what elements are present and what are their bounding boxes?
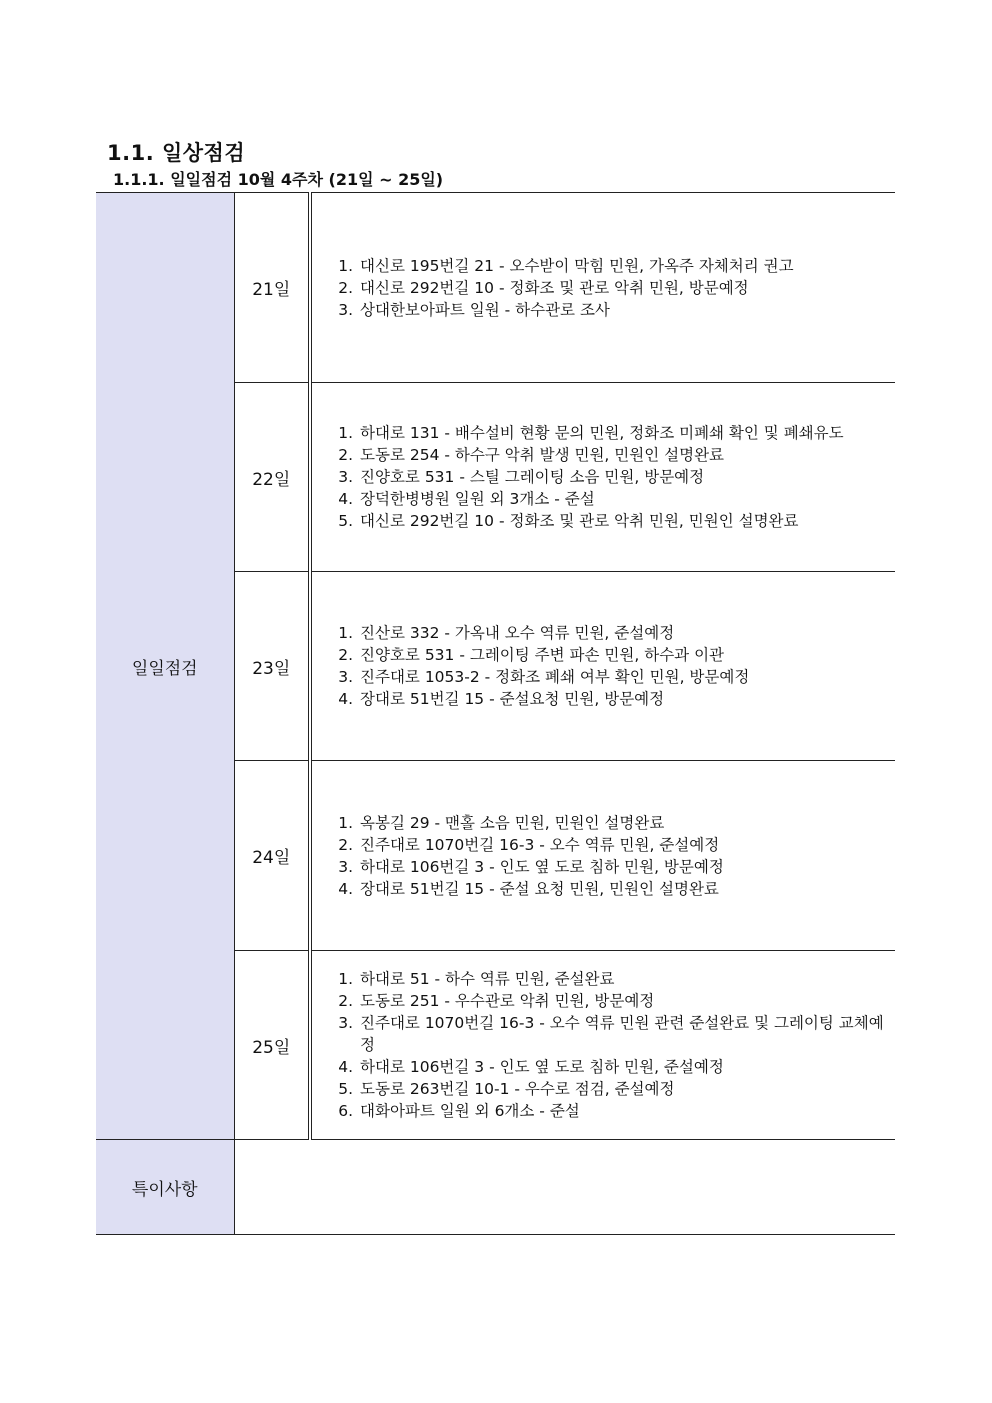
list-item: 1. 대신로 195번길 21 - 오수받이 막힘 민원, 가옥주 자체처리 권고 bbox=[358, 255, 895, 277]
day-label: 21일 bbox=[234, 193, 310, 383]
subsection-heading: 1.1.1. 일일점검 10월 4주차 (21일 ~ 25일) bbox=[113, 170, 444, 189]
day-items bbox=[310, 572, 895, 761]
day-label: 25일 bbox=[234, 951, 310, 1140]
item-list bbox=[334, 968, 895, 1122]
list-item: 2. 진주대로 1070번길 16-3 - 오수 역류 민원, 준설예정 bbox=[358, 834, 895, 856]
list-item: 1. 진산로 332 - 가옥내 오수 역류 민원, 준설예정 bbox=[358, 622, 895, 644]
item-list bbox=[334, 812, 895, 900]
list-item: 2. 도동로 251 - 우수관로 악취 민원, 방문예정 bbox=[358, 990, 895, 1012]
item-list bbox=[334, 422, 895, 532]
day-items bbox=[310, 383, 895, 572]
notes-label: 특이사항 bbox=[96, 1140, 234, 1235]
day-label: 22일 bbox=[234, 383, 310, 572]
list-item: 5. 도동로 263번길 10-1 - 우수로 점검, 준설예정 bbox=[358, 1078, 895, 1100]
list-item: 3. 하대로 106번길 3 - 인도 옆 도로 침하 민원, 방문예정 bbox=[358, 856, 895, 878]
list-item: 3. 상대한보아파트 일원 - 하수관로 조사 bbox=[358, 299, 895, 321]
day-label: 23일 bbox=[234, 572, 310, 761]
list-item: 5. 대신로 292번길 10 - 정화조 및 관로 악취 민원, 민원인 설명완료 bbox=[358, 510, 895, 532]
daily-inspection-table bbox=[96, 192, 895, 1235]
notes-value bbox=[234, 1140, 895, 1235]
category-label: 일일점검 bbox=[96, 193, 234, 1140]
list-item: 4. 장덕한병병원 일원 외 3개소 - 준설 bbox=[358, 488, 895, 510]
day-items bbox=[310, 193, 895, 383]
list-item: 2. 대신로 292번길 10 - 정화조 및 관로 악취 민원, 방문예정 bbox=[358, 277, 895, 299]
list-item: 3. 진주대로 1070번길 16-3 - 오수 역류 민원 관련 준설완료 및 그레이팅 교체예정 bbox=[358, 1012, 895, 1056]
list-item: 2. 진양호로 531 - 그레이팅 주변 파손 민원, 하수과 이관 bbox=[358, 644, 895, 666]
list-item: 1. 하대로 131 - 배수설비 현황 문의 민원, 정화조 미폐쇄 확인 및 폐쇄유도 bbox=[358, 422, 895, 444]
day-row bbox=[96, 193, 895, 383]
list-item: 4. 장대로 51번길 15 - 준설요청 민원, 방문예정 bbox=[358, 688, 895, 710]
notes-row bbox=[96, 1140, 895, 1235]
day-items bbox=[310, 761, 895, 951]
item-list bbox=[334, 622, 895, 710]
list-item: 4. 하대로 106번길 3 - 인도 옆 도로 침하 민원, 준설예정 bbox=[358, 1056, 895, 1078]
list-item: 2. 도동로 254 - 하수구 악취 발생 민원, 민원인 설명완료 bbox=[358, 444, 895, 466]
section-heading: 1.1. 일상점검 bbox=[107, 141, 246, 165]
day-label: 24일 bbox=[234, 761, 310, 951]
list-item: 1. 하대로 51 - 하수 역류 민원, 준설완료 bbox=[358, 968, 895, 990]
list-item: 4. 장대로 51번길 15 - 준설 요청 민원, 민원인 설명완료 bbox=[358, 878, 895, 900]
list-item: 6. 대화아파트 일원 외 6개소 - 준설 bbox=[358, 1100, 895, 1122]
list-item: 1. 옥봉길 29 - 맨홀 소음 민원, 민원인 설명완료 bbox=[358, 812, 895, 834]
day-items bbox=[310, 951, 895, 1140]
list-item: 3. 진양호로 531 - 스틸 그레이팅 소음 민원, 방문예정 bbox=[358, 466, 895, 488]
item-list bbox=[334, 255, 895, 321]
list-item: 3. 진주대로 1053-2 - 정화조 폐쇄 여부 확인 민원, 방문예정 bbox=[358, 666, 895, 688]
